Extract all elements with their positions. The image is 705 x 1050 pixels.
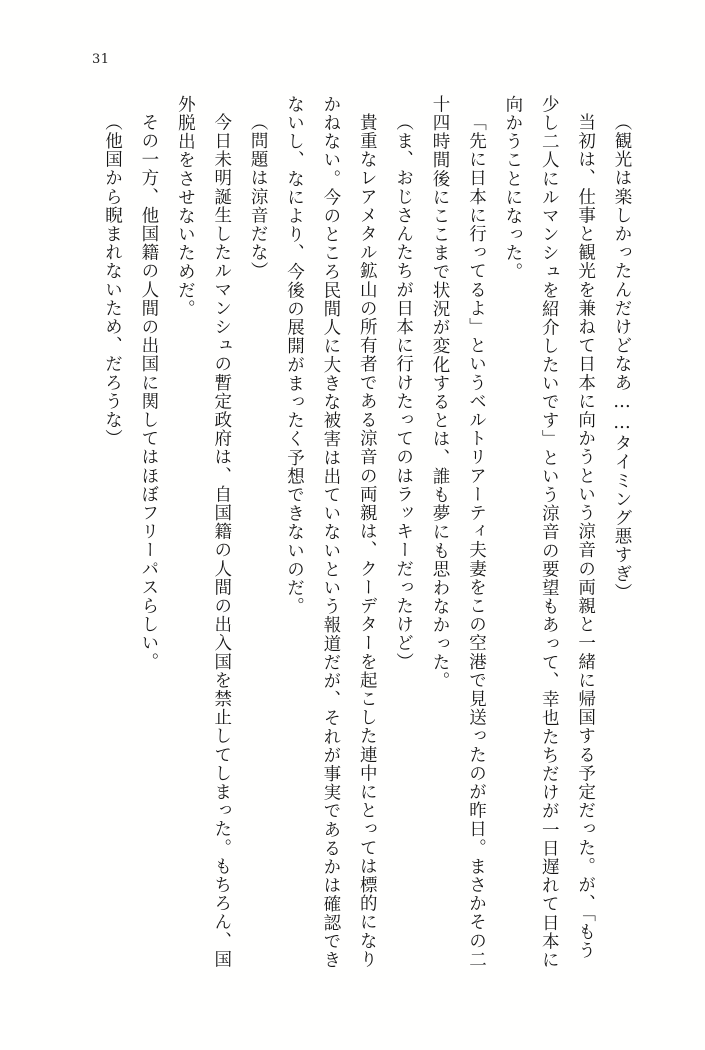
page-number: 31 [92, 52, 110, 67]
paragraph: その一方、他国籍の人間の出国に関してはほぼフリーパスらしい。 [138, 112, 159, 671]
paragraph: 今日未明誕生したルマンシュの暫定政府は、自国籍の人間の出入国を禁止してしまった。もちろん、国外脱出をさせないためだ。 [175, 95, 232, 969]
paragraph: （観光は楽しかったんだけどなあ……タイミング悪すぎ） [612, 112, 632, 602]
paragraph: （問題は涼音だな） [248, 112, 269, 280]
paragraph: 「先に日本に行ってるよ」というベルトリアーティ夫妻をこの空港で見送ったのが昨日。まさかその二十四時間後にここまで状況が変化するとは、誰も夢にも思わなかった。 [430, 95, 487, 969]
vertical-text-body [60, 95, 640, 975]
paragraph: （他国から睨まれないため、だろうな） [102, 112, 123, 448]
paragraph: 貴重なレアメタル鉱山の所有者である涼音の両親は、クーデターを起こした連中にとっては標的になりかねない。今のところ民間人に大きな被害は出ていないという報道だが、それが事実であるかは確認できないし、なにより、今後の展開がまったく予想できないのだ。 [284, 95, 378, 970]
paragraph: 当初は、仕事と観光を兼ねて日本に向かうという涼音の両親と一緒に帰国する予定だった。が、「もう少し二人にルマンシュを紹介したいです」という涼音の要望もあって、幸也たちだけが一日遅れて日本に向かうことになった。 [502, 95, 596, 970]
paragraph: （ま、おじさんたちが日本に行けたってのはラッキーだったけど） [393, 112, 414, 671]
